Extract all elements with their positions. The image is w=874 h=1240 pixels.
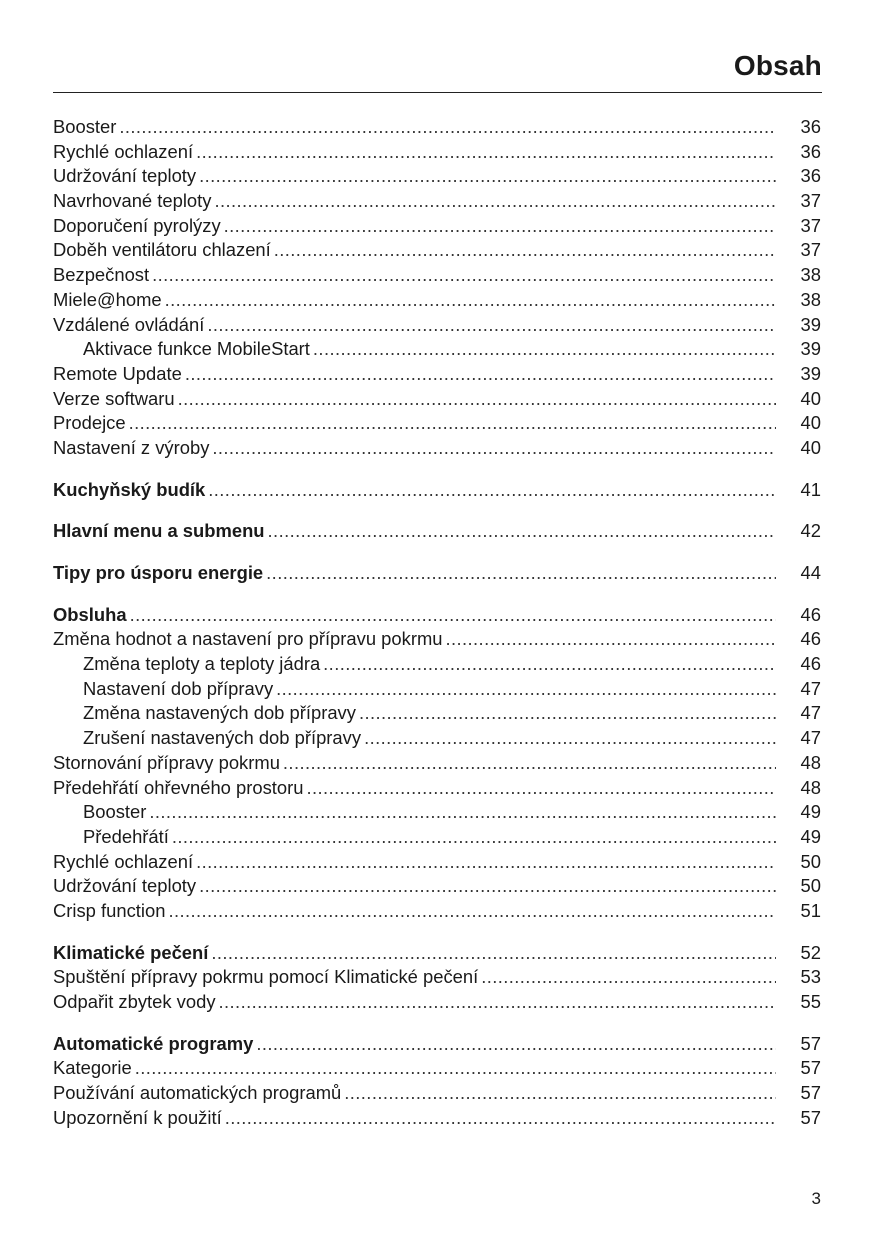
toc-entry[interactable] bbox=[53, 436, 821, 461]
toc-entry-label: Nastavení z výroby bbox=[53, 437, 212, 458]
toc-entry-page: 37 bbox=[800, 190, 821, 212]
toc-entry-leader bbox=[53, 941, 776, 965]
toc-entry[interactable] bbox=[53, 561, 821, 586]
toc-entry-leader bbox=[53, 238, 776, 262]
title-rule bbox=[53, 92, 822, 93]
toc-entry-label: Verze softwaru bbox=[53, 388, 178, 409]
toc-entry-page: 37 bbox=[800, 239, 821, 261]
toc-entry-label: Změna hodnot a nastavení pro přípravu pokrmu bbox=[53, 628, 446, 649]
table-of-contents bbox=[53, 115, 821, 1147]
toc-entry-leader bbox=[53, 627, 776, 651]
toc-group bbox=[53, 478, 821, 503]
toc-entry-leader bbox=[53, 362, 776, 386]
toc-entry-page: 40 bbox=[800, 387, 821, 409]
toc-entry-leader bbox=[83, 726, 776, 750]
toc-entry-page: 46 bbox=[800, 603, 821, 625]
toc-entry-label: Tipy pro úsporu energie bbox=[53, 562, 266, 583]
toc-entry[interactable] bbox=[53, 941, 821, 966]
toc-entry-page: 50 bbox=[800, 875, 821, 897]
toc-entry-page: 39 bbox=[800, 313, 821, 335]
toc-entry-leader bbox=[53, 1106, 776, 1130]
toc-entry[interactable] bbox=[53, 362, 821, 387]
toc-entry-page: 41 bbox=[800, 478, 821, 500]
toc-entry[interactable] bbox=[53, 214, 821, 239]
toc-entry-leader bbox=[53, 776, 776, 800]
toc-entry-label: Doběh ventilátoru chlazení bbox=[53, 239, 274, 260]
toc-entry-leader bbox=[53, 411, 776, 435]
toc-entry-page: 47 bbox=[800, 702, 821, 724]
toc-entry[interactable] bbox=[53, 1032, 821, 1057]
toc-entry[interactable] bbox=[53, 850, 821, 875]
toc-entry-leader bbox=[53, 214, 776, 238]
toc-entry-leader bbox=[53, 751, 776, 775]
toc-entry-label: Vzdálené ovládání bbox=[53, 314, 207, 335]
toc-entry[interactable] bbox=[53, 1106, 821, 1131]
toc-entry[interactable] bbox=[53, 990, 821, 1015]
toc-entry-page: 49 bbox=[800, 801, 821, 823]
toc-entry-label: Rychlé ochlazení bbox=[53, 141, 196, 162]
toc-entry-label: Bezpečnost bbox=[53, 264, 152, 285]
toc-entry[interactable] bbox=[53, 263, 821, 288]
toc-entry-label: Upozornění k použití bbox=[53, 1107, 225, 1128]
toc-entry-label: Doporučení pyrolýzy bbox=[53, 215, 224, 236]
toc-entry-leader bbox=[83, 652, 776, 676]
toc-entry-page: 53 bbox=[800, 966, 821, 988]
toc-entry-leader bbox=[53, 519, 776, 543]
toc-entry-label: Rychlé ochlazení bbox=[53, 851, 196, 872]
toc-entry-label: Předehřátí ohřevného prostoru bbox=[53, 777, 306, 798]
toc-entry-label: Změna teploty a teploty jádra bbox=[83, 653, 323, 674]
toc-entry[interactable] bbox=[53, 603, 821, 628]
toc-entry-page: 57 bbox=[800, 1082, 821, 1104]
toc-entry-leader bbox=[53, 164, 776, 188]
toc-entry-label: Klimatické pečení bbox=[53, 942, 211, 963]
toc-entry-label: Udržování teploty bbox=[53, 165, 199, 186]
toc-entry-label: Hlavní menu a submenu bbox=[53, 520, 268, 541]
toc-entry-label: Změna nastavených dob přípravy bbox=[83, 702, 359, 723]
toc-entry-page: 36 bbox=[800, 165, 821, 187]
toc-entry-leader bbox=[53, 899, 776, 923]
toc-entry-leader bbox=[53, 1032, 776, 1056]
toc-entry-page: 51 bbox=[800, 899, 821, 921]
toc-entry-page: 39 bbox=[800, 362, 821, 384]
toc-entry-leader bbox=[53, 387, 776, 411]
toc-entry-label: Navrhované teploty bbox=[53, 190, 214, 211]
toc-entry-page: 37 bbox=[800, 214, 821, 236]
toc-entry[interactable] bbox=[53, 337, 821, 362]
toc-entry[interactable] bbox=[53, 288, 821, 313]
toc-entry-leader bbox=[83, 677, 776, 701]
toc-entry-label: Stornování přípravy pokrmu bbox=[53, 752, 283, 773]
toc-entry-leader bbox=[53, 478, 776, 502]
toc-entry-page: 39 bbox=[800, 338, 821, 360]
toc-entry-page: 57 bbox=[800, 1057, 821, 1079]
toc-entry-label: Používání automatických programů bbox=[53, 1082, 344, 1103]
toc-group bbox=[53, 561, 821, 586]
toc-entry-label: Předehřátí bbox=[83, 826, 172, 847]
toc-entry-page: 49 bbox=[800, 825, 821, 847]
toc-entry-leader bbox=[53, 288, 776, 312]
toc-entry-label: Aktivace funkce MobileStart bbox=[83, 338, 313, 359]
toc-entry-page: 46 bbox=[800, 653, 821, 675]
toc-entry-page: 36 bbox=[800, 140, 821, 162]
toc-entry-page: 48 bbox=[800, 751, 821, 773]
toc-entry-page: 47 bbox=[800, 677, 821, 699]
toc-entry-page: 38 bbox=[800, 264, 821, 286]
toc-entry[interactable] bbox=[53, 701, 821, 726]
toc-entry-leader bbox=[83, 800, 776, 824]
page-number: 3 bbox=[811, 1189, 821, 1208]
toc-entry[interactable] bbox=[53, 313, 821, 338]
toc-entry[interactable] bbox=[53, 874, 821, 899]
toc-entry-page: 46 bbox=[800, 628, 821, 650]
toc-entry[interactable] bbox=[53, 751, 821, 776]
toc-entry[interactable] bbox=[53, 825, 821, 850]
toc-entry-page: 40 bbox=[800, 412, 821, 434]
toc-entry-leader bbox=[53, 189, 776, 213]
toc-entry-leader bbox=[53, 115, 776, 139]
toc-group bbox=[53, 115, 821, 461]
toc-entry-page: 42 bbox=[800, 520, 821, 542]
toc-entry-page: 55 bbox=[800, 991, 821, 1012]
toc-entry-label: Remote Update bbox=[53, 363, 185, 384]
toc-entry-page: 48 bbox=[800, 776, 821, 798]
toc-entry-label: Nastavení dob přípravy bbox=[83, 678, 276, 699]
toc-entry[interactable] bbox=[53, 189, 821, 214]
toc-entry[interactable] bbox=[53, 1081, 821, 1106]
toc-entry[interactable] bbox=[53, 164, 821, 189]
toc-entry-page: 50 bbox=[800, 850, 821, 872]
toc-entry-leader bbox=[53, 850, 776, 874]
toc-entry-leader bbox=[53, 1081, 776, 1105]
toc-entry-leader bbox=[83, 825, 776, 849]
toc-entry-leader bbox=[53, 874, 776, 898]
toc-entry-leader bbox=[53, 436, 776, 460]
toc-entry[interactable] bbox=[53, 115, 821, 140]
toc-entry-leader bbox=[53, 990, 776, 1014]
toc-entry-leader bbox=[53, 1056, 776, 1080]
toc-entry-label: Spuštění přípravy pokrmu pomocí Klimatické pečení bbox=[53, 966, 481, 987]
toc-entry-page: 47 bbox=[800, 727, 821, 749]
toc-entry-label: Odpařit zbytek vody bbox=[53, 991, 219, 1012]
toc-group bbox=[53, 519, 821, 544]
toc-entry-label: Udržování teploty bbox=[53, 875, 199, 896]
toc-entry-leader bbox=[83, 337, 776, 361]
toc-entry-leader bbox=[53, 313, 776, 337]
page-title: Obsah bbox=[733, 50, 822, 81]
toc-entry-label: Zrušení nastavených dob přípravy bbox=[83, 727, 364, 748]
toc-entry-label: Booster bbox=[83, 801, 149, 822]
toc-entry-leader bbox=[53, 965, 776, 989]
toc-entry[interactable] bbox=[53, 140, 821, 165]
toc-entry-page: 44 bbox=[800, 562, 821, 583]
toc-entry-page: 57 bbox=[800, 1032, 821, 1054]
toc-entry-page: 52 bbox=[800, 941, 821, 963]
toc-entry[interactable] bbox=[53, 652, 821, 677]
toc-entry[interactable] bbox=[53, 1056, 821, 1081]
toc-entry[interactable] bbox=[53, 899, 821, 924]
toc-entry-leader bbox=[53, 603, 776, 627]
toc-entry-page: 40 bbox=[800, 436, 821, 458]
toc-entry[interactable] bbox=[53, 238, 821, 263]
toc-entry-label: Crisp function bbox=[53, 900, 168, 921]
toc-entry-page: 57 bbox=[800, 1106, 821, 1128]
toc-entry[interactable] bbox=[53, 726, 821, 751]
toc-entry[interactable] bbox=[53, 776, 821, 801]
toc-entry-page: 36 bbox=[800, 116, 821, 137]
toc-entry[interactable] bbox=[53, 478, 821, 503]
toc-entry[interactable] bbox=[53, 965, 821, 990]
toc-entry-leader bbox=[53, 263, 776, 287]
toc-entry-label: Prodejce bbox=[53, 412, 129, 433]
toc-entry-label: Kuchyňský budík bbox=[53, 479, 208, 500]
toc-entry-leader bbox=[53, 140, 776, 164]
toc-entry-label: Miele@home bbox=[53, 289, 165, 310]
toc-entry-label: Obsluha bbox=[53, 604, 130, 625]
toc-entry-leader bbox=[53, 561, 776, 585]
toc-entry[interactable] bbox=[53, 519, 821, 544]
toc-entry[interactable] bbox=[53, 627, 821, 652]
toc-entry-page: 38 bbox=[800, 288, 821, 310]
toc-entry[interactable] bbox=[53, 411, 821, 436]
toc-entry-label: Booster bbox=[53, 116, 119, 137]
toc-group bbox=[53, 941, 821, 1015]
toc-group bbox=[53, 1032, 821, 1131]
toc-entry-leader bbox=[83, 701, 776, 725]
toc-group bbox=[53, 603, 821, 924]
toc-entry[interactable] bbox=[53, 677, 821, 702]
toc-entry[interactable] bbox=[53, 800, 821, 825]
toc-entry-label: Kategorie bbox=[53, 1057, 135, 1078]
toc-entry-label: Automatické programy bbox=[53, 1033, 256, 1054]
toc-entry[interactable] bbox=[53, 387, 821, 412]
